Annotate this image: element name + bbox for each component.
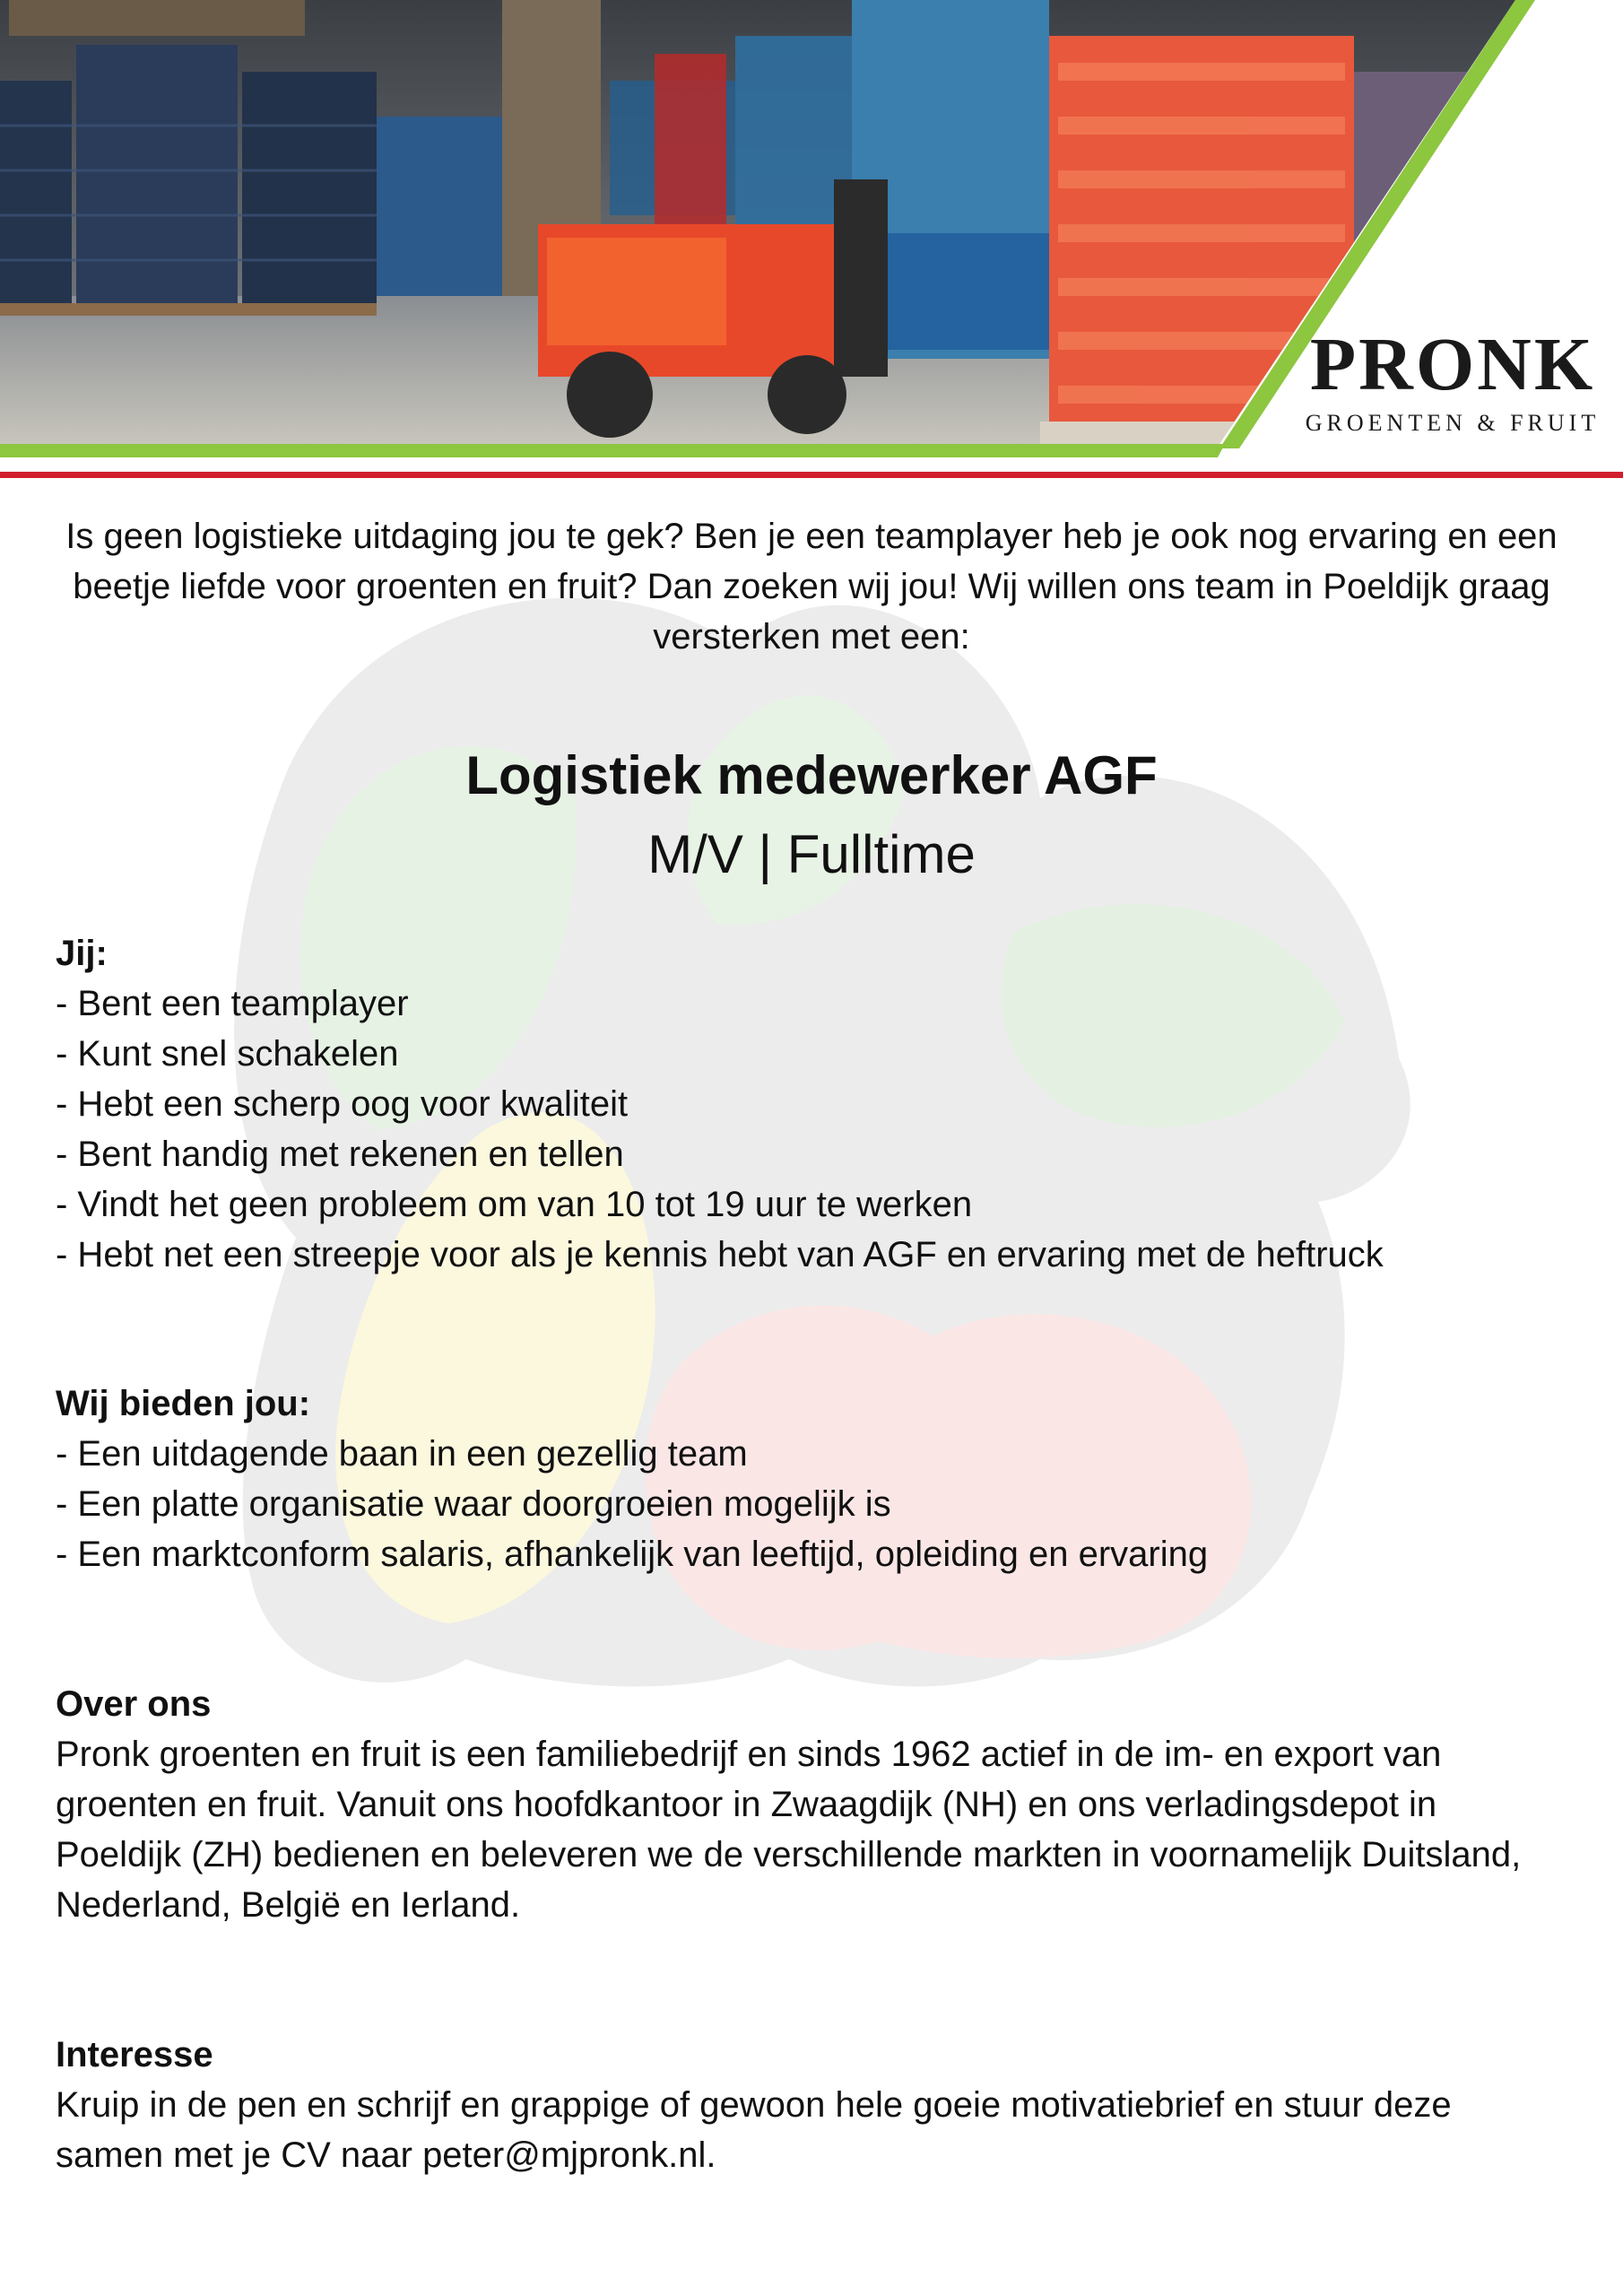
list-item: - Hebt een scherp oog voor kwaliteit [56,1084,629,1124]
pronk-logo [1305,323,1601,437]
section-wij-bieden [56,1378,1567,1579]
bieden-list [56,1429,1567,1579]
list-item: - Hebt net een streepje voor als je kennis hebt van AGF en ervaring met de heftruck [56,1235,1384,1274]
section-interesse [56,2030,1567,2180]
job-title: Logistiek medewerker AGF [465,745,1158,805]
over-ons-text: Pronk groenten en fruit is een familiebedrijf en sinds 1962 actief in de im- en export van groenten en fruit. Vanuit ons hoofdkantoor in Zwaagdijk (NH) en ons verladingsdepot in Poeldijk (ZH) bedienen en beleveren we de verschillende markten in voornamelijk Duitsland, Nederland, België en Ierland. [56,1735,1522,1925]
intro-text: Is geen logistieke uitdaging jou te gek? Ben je een teamplayer heb je ook nog ervaring en een beetje liefde voor groenten en fruit? Dan zoeken wij jou! Wij willen ons team in Poeldijk graag versterken met een: [65,517,1558,657]
interesse-text: Kruip in de pen en schrijf en grappige of gewoon hele goeie motivatiebrief en stuur deze samen met je CV naar peter@mjpronk.nl. [56,2085,1452,2175]
list-item: - Vindt het geen probleem om van 10 tot 19 uur te werken [56,1185,973,1224]
logo-subtitle: GROENTEN & FRUIT [1305,410,1601,436]
jij-list [56,978,1567,1280]
list-item: - Een platte organisatie waar doorgroeien mogelijk is [56,1484,891,1524]
list-item: - Bent een teamplayer [56,984,409,1023]
job-subtitle: M/V | Fulltime [647,824,976,884]
list-item: - Een uitdagende baan in een gezellig team [56,1434,748,1474]
header-banner [0,0,1623,484]
list-item: - Een marktconform salaris, afhankelijk van leeftijd, opleiding en ervaring [56,1535,1209,1574]
section-heading: Over ons [56,1684,212,1724]
vacancy-content [56,511,1567,2175]
logo-name: PRONK [1309,323,1596,406]
section-jij [56,928,1567,1280]
section-heading: Interesse [56,2035,213,2074]
list-item: - Kunt snel schakelen [56,1034,399,1074]
section-heading: Wij bieden jou: [56,1384,311,1423]
section-over-ons [56,1679,1567,1930]
section-heading: Jij: [56,934,108,973]
list-item: - Bent handig met rekenen en tellen [56,1135,624,1174]
